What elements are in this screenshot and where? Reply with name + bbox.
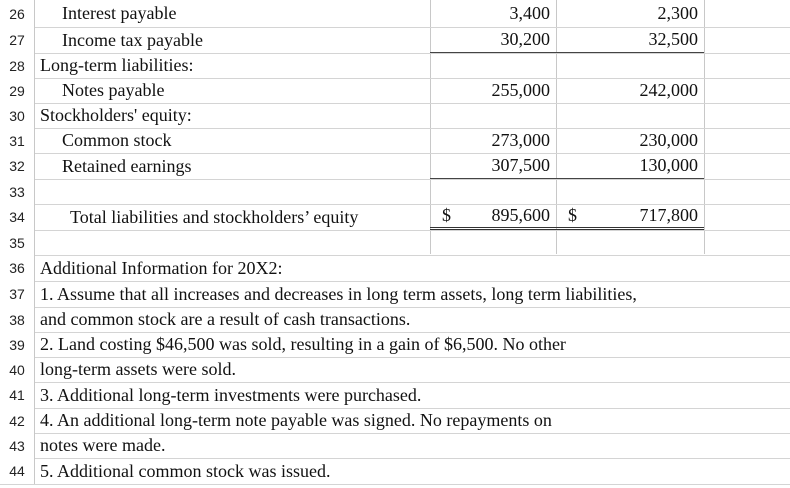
row-number[interactable]: 40 (0, 357, 35, 382)
spreadsheet-row[interactable] (0, 382, 790, 409)
row-number[interactable]: 29 (0, 78, 35, 103)
spreadsheet-row[interactable] (0, 78, 790, 104)
row-number[interactable]: 34 (0, 204, 35, 230)
spreadsheet-row[interactable] (0, 307, 790, 333)
value-20x2[interactable]: 30,200 (430, 27, 556, 53)
value-20x2[interactable]: 307,500 (430, 153, 556, 179)
row-number[interactable]: 39 (0, 332, 35, 357)
row-number[interactable]: 35 (0, 230, 35, 255)
spreadsheet-row[interactable] (0, 128, 790, 154)
row-number[interactable]: 36 (0, 255, 35, 281)
row-number[interactable]: 26 (0, 0, 35, 27)
currency-symbol: $ (568, 205, 577, 225)
info-text[interactable]: 1. Assume that all increases and decreases in long term assets, long term liabilities, (40, 283, 637, 304)
row-number[interactable]: 44 (0, 458, 35, 484)
spreadsheet-row[interactable] (0, 332, 790, 358)
row-number[interactable]: 32 (0, 153, 35, 179)
total-cell-20x1[interactable] (556, 204, 704, 230)
row-number[interactable]: 33 (0, 179, 35, 204)
row-number[interactable]: 42 (0, 408, 35, 433)
info-text[interactable]: 3. Additional long-term investments were purchased. (40, 384, 422, 405)
spreadsheet-row[interactable] (0, 255, 790, 282)
spreadsheet-row[interactable] (0, 230, 790, 256)
value-20x1[interactable]: 230,000 (639, 130, 698, 150)
info-text[interactable]: notes were made. (40, 435, 166, 455)
row-label[interactable]: Stockholders' equity: (40, 105, 192, 125)
total-cell-20x2[interactable] (430, 204, 556, 230)
spreadsheet-row[interactable] (0, 27, 790, 54)
row-label[interactable]: Total liabilities and stockholders’ equity (70, 206, 359, 227)
row-label[interactable]: Long-term liabilities: (40, 55, 194, 75)
row-number[interactable]: 41 (0, 382, 35, 408)
value-20x1[interactable]: 242,000 (639, 80, 698, 100)
row-number[interactable]: 28 (0, 53, 35, 78)
spreadsheet-row[interactable] (0, 179, 790, 205)
row-label[interactable]: Notes payable (62, 80, 165, 100)
row-number[interactable]: 30 (0, 103, 35, 128)
spreadsheet-row[interactable] (0, 204, 790, 231)
row-label[interactable]: Retained earnings (62, 155, 192, 176)
currency-symbol: $ (442, 205, 451, 225)
spreadsheet-row[interactable] (0, 103, 790, 129)
spreadsheet-row[interactable] (0, 0, 790, 28)
info-text[interactable]: 2. Land costing $46,500 was sold, resulting in a gain of $6,500. No other (40, 334, 566, 354)
row-label[interactable]: Interest payable (62, 3, 177, 23)
value-20x1[interactable]: 130,000 (556, 153, 704, 179)
spreadsheet-row[interactable] (0, 153, 790, 180)
info-text[interactable]: long-term assets were sold. (40, 359, 236, 379)
value-20x1[interactable]: 32,500 (556, 27, 704, 53)
value-20x1[interactable]: 2,300 (657, 3, 698, 23)
spreadsheet-row[interactable] (0, 458, 790, 485)
spreadsheet-row[interactable] (0, 53, 790, 79)
info-text[interactable]: 5. Additional common stock was issued. (40, 460, 331, 481)
spreadsheet-row[interactable] (0, 433, 790, 459)
value-20x2[interactable]: 3,400 (509, 3, 550, 23)
row-label[interactable]: Common stock (62, 130, 172, 150)
info-text[interactable]: 4. An additional long-term note payable was signed. No repayments on (40, 410, 552, 430)
row-number[interactable]: 27 (0, 27, 35, 53)
value-20x1: 717,800 (639, 205, 698, 225)
row-number[interactable]: 38 (0, 307, 35, 332)
spreadsheet-row[interactable] (0, 408, 790, 434)
row-number[interactable]: 43 (0, 433, 35, 458)
value-20x2[interactable]: 273,000 (491, 130, 550, 150)
info-text[interactable]: and common stock are a result of cash transactions. (40, 309, 411, 329)
value-20x2[interactable]: 255,000 (491, 80, 550, 100)
row-number[interactable]: 37 (0, 281, 35, 307)
spreadsheet-row[interactable] (0, 357, 790, 383)
row-number[interactable]: 31 (0, 128, 35, 153)
spreadsheet-row[interactable] (0, 281, 790, 308)
value-20x2: 895,600 (491, 205, 550, 225)
row-label[interactable]: Income tax payable (62, 29, 203, 50)
additional-info-heading[interactable]: Additional Information for 20X2: (40, 257, 283, 278)
